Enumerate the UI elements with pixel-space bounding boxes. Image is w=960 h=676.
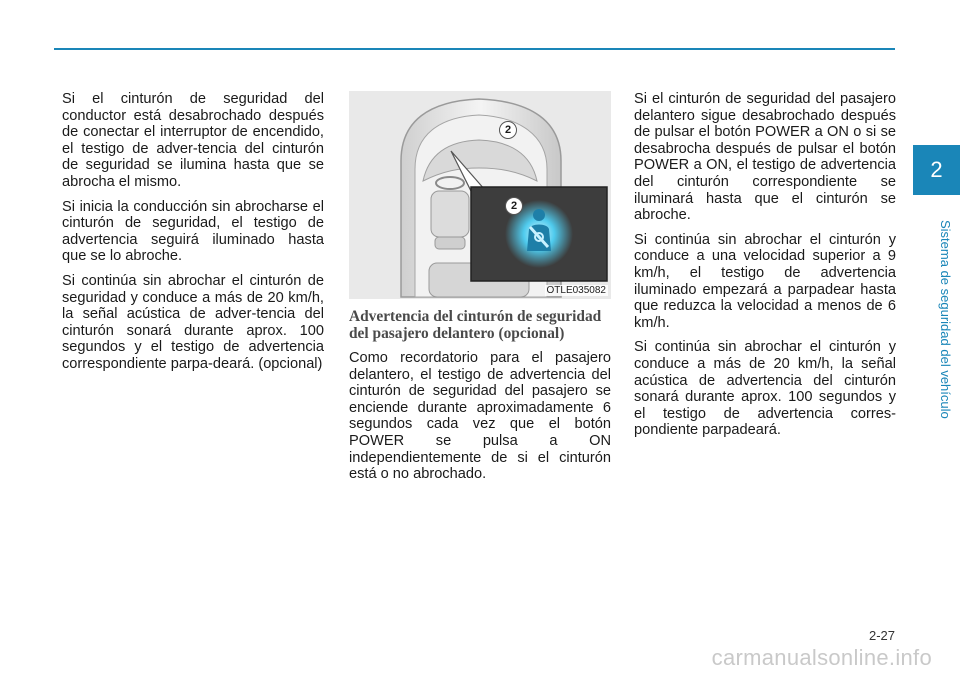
paragraph: Si el cinturón de seguridad del conductor está desabrochado después de conectar el interruptor de encendido, el testigo de adver-tencia del cinturón de seguridad se ilumina hasta que se abrocha el mismo. <box>62 91 324 190</box>
watermark: carmanualsonline.info <box>711 645 932 670</box>
car-interior-figure <box>349 91 611 299</box>
callout-number-seat: 2 <box>499 121 517 139</box>
text-column-right <box>634 91 896 447</box>
chapter-tab: 2 <box>913 145 960 195</box>
section-heading: Advertencia del cinturón de seguridad del pasajero delantero (opcional) <box>349 308 602 342</box>
chapter-title: Sistema de seguridad del vehículo <box>938 220 953 419</box>
callout-number-inset: 2 <box>505 197 523 215</box>
page-number: 2-27 <box>868 628 895 643</box>
text-column-left <box>62 91 324 381</box>
header-rule <box>54 48 895 50</box>
car-top-view-illustration <box>349 91 611 299</box>
paragraph: Si continúa sin abrochar el cinturón de seguridad y conduce a más de 20 km/h, la señal acústica de adver-tencia del cinturón sonará durante aprox. 100 segundos y el testigo de advertencia correspondiente parpa-deará. (opcional) <box>62 272 324 372</box>
paragraph: Si inicia la conducción sin abrocharse el cinturón de seguridad, el testigo de advertencia seguirá iluminado hasta que se lo abroche. <box>62 198 324 265</box>
paragraph: Si el cinturón de seguridad del pasajero delantero sigue desabrochado después de pulsar el botón POWER a ON o si se desabrocha después de pulsar el botón POWER a ON, el testigo de advertencia del cinturón correspondiente se iluminará hasta que el cinturón se abroche. <box>634 91 896 224</box>
text-column-middle <box>349 91 611 491</box>
figure-code: OTLE035082 <box>546 285 606 296</box>
paragraph: Como recordatorio para el pasajero delantero, el testigo de advertencia del cinturón de seguridad del pasajero se enciende durante aproximadamente 6 segundos cada vez que el botón POWER se pulsa a ON independientemente de si el cinturón está o no abrochado. <box>349 350 611 483</box>
paragraph: Si continúa sin abrochar el cinturón y conduce a más de 20 km/h, la señal acústica de advertencia del cinturón sonará durante aprox. 100 segundos y el testigo de advertencia corres-pondiente parpadeará. <box>634 339 896 439</box>
paragraph: Si continúa sin abrochar el cinturón y conduce a una velocidad superior a 9 km/h, el testigo de advertencia iluminado empezará a parpadear hasta que reduzca la velocidad a menos de 6 km/h. <box>634 231 896 331</box>
